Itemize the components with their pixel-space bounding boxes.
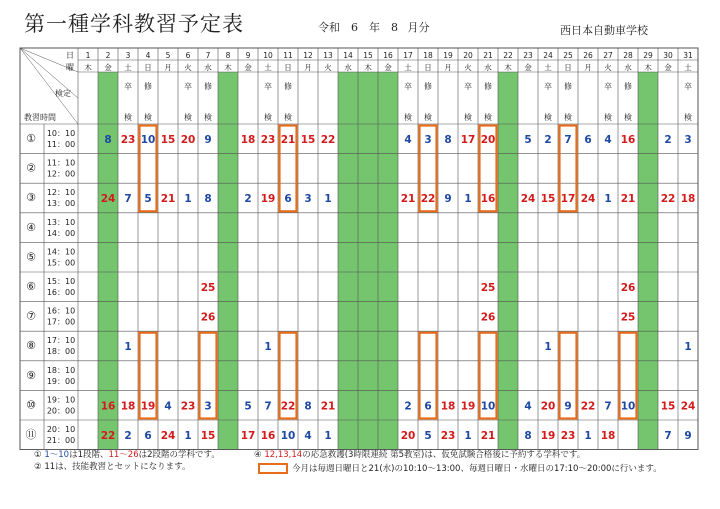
kentei-sotsu: 卒: [684, 82, 692, 91]
lesson-number: 25: [200, 282, 216, 294]
lesson-number: 16: [100, 400, 116, 413]
day-number: 29: [643, 51, 653, 60]
weekday: 木: [364, 63, 372, 72]
lesson-number: 25: [480, 282, 496, 294]
lesson-number: 21: [480, 430, 496, 442]
period-start: 15：10: [46, 277, 76, 286]
lesson-number: 9: [444, 193, 452, 206]
lesson-number: 20: [540, 400, 556, 413]
note-1: [34, 450, 220, 461]
label-kentei: 検定: [55, 89, 71, 98]
lesson-number: 3: [204, 400, 212, 413]
label-period-col: 教習時間: [24, 113, 56, 122]
period-number: ②: [26, 161, 36, 175]
weekday: 月: [444, 63, 452, 72]
lesson-number: 21: [320, 400, 336, 413]
period-start: 18：10: [46, 365, 76, 375]
lesson-number: 1: [184, 430, 192, 442]
lesson-number: 1: [464, 430, 472, 442]
day-number: 14: [343, 51, 353, 60]
day-number: 26: [583, 51, 593, 60]
green-column: [498, 72, 518, 450]
lesson-number: 7: [264, 400, 272, 413]
weekday: 木: [224, 63, 232, 72]
period-start: 16：10: [46, 306, 76, 316]
period-start: 19：10: [46, 395, 76, 405]
lesson-number: 24: [520, 193, 536, 206]
period-end: 14：00: [46, 228, 76, 238]
note-2: [34, 462, 190, 473]
lesson-number: 15: [160, 134, 176, 146]
lesson-number: 19: [460, 400, 476, 413]
lesson-number: 17: [560, 193, 576, 206]
lesson-number: 5: [424, 430, 432, 442]
lesson-number: 15: [540, 193, 556, 206]
day-number: 6: [185, 51, 191, 60]
note-2-text: 11は、技能教習とセットになります。: [44, 462, 191, 472]
lesson-number: 7: [564, 134, 572, 146]
lesson-number: 21: [280, 134, 296, 146]
weekday: 日: [284, 63, 292, 72]
weekday: 日: [424, 63, 432, 72]
weekday: 木: [644, 63, 652, 72]
kentei-ken: 検: [124, 113, 132, 122]
day-number: 5: [165, 51, 171, 60]
kentei-ken: 検: [464, 113, 472, 122]
lesson-number: 22: [580, 400, 596, 413]
day-number: 12: [303, 51, 313, 60]
lesson-number: 15: [200, 430, 216, 442]
note-1-mark: ①: [34, 450, 42, 460]
lesson-number: 20: [480, 134, 496, 146]
lesson-number: 25: [620, 311, 636, 324]
weekday: 金: [244, 63, 252, 72]
note-1-text-2: は2段階の学科です。: [138, 450, 220, 460]
green-column: [98, 72, 118, 450]
lesson-number: 18: [680, 193, 696, 206]
kentei-ken: 検: [484, 113, 492, 122]
lesson-number: 22: [420, 193, 436, 206]
legend-text: 今月は毎週日曜日と21(水)の10:10～13:00、毎週日曜日・水曜日の17:10～20:00に行います。: [292, 464, 662, 474]
lesson-number: 1: [464, 193, 472, 206]
note-2-mark: ②: [34, 462, 42, 472]
lesson-number: 5: [244, 400, 252, 413]
green-column: [358, 72, 378, 450]
lesson-number: 10: [280, 430, 296, 442]
lesson-number: 19: [260, 193, 276, 206]
note-4-range: 12,13,14: [264, 450, 303, 460]
day-number: 23: [523, 51, 533, 60]
lesson-number: 19: [540, 430, 556, 442]
period-number: ④: [26, 220, 36, 234]
period-number: ⑦: [26, 309, 36, 323]
lesson-number: 3: [304, 193, 312, 206]
green-column: [218, 72, 238, 450]
day-number: 18: [423, 51, 433, 60]
kentei-ken: 検: [204, 113, 212, 122]
kentei-ken: 検: [424, 113, 432, 122]
period-end: 15：00: [46, 258, 76, 268]
weekday: 土: [544, 63, 552, 72]
note-1-range-2: 11～26: [108, 450, 139, 460]
day-number: 2: [105, 51, 111, 60]
lesson-number: 4: [164, 400, 172, 413]
lesson-number: 26: [200, 311, 216, 324]
lesson-number: 22: [320, 134, 336, 146]
kentei-ken: 検: [184, 113, 192, 122]
lesson-number: 1: [324, 193, 332, 206]
period-number: ⑧: [26, 339, 36, 353]
kentei-sotsu: 卒: [404, 82, 412, 91]
lesson-number: 23: [120, 134, 136, 146]
day-number: 28: [623, 51, 633, 60]
lesson-number: 1: [544, 341, 552, 354]
period-end: 18：00: [46, 347, 76, 357]
lesson-number: 5: [144, 193, 152, 206]
kentei-ken: 検: [564, 113, 572, 122]
lesson-number: 1: [604, 193, 612, 206]
lesson-number: 1: [264, 341, 272, 354]
weekday: 月: [304, 63, 312, 72]
weekday: 火: [464, 63, 472, 72]
kentei-ken: 検: [264, 113, 272, 122]
day-number: 22: [503, 51, 513, 60]
lesson-number: 7: [604, 400, 612, 413]
kentei-shu: 修: [564, 82, 572, 91]
period-number: ⑩: [26, 398, 36, 412]
period-end: 13：00: [46, 199, 76, 209]
note-1-range-1: 1～10: [44, 450, 70, 460]
kentei-sotsu: 卒: [184, 82, 192, 91]
lesson-number: 9: [684, 430, 692, 442]
weekday: 火: [604, 63, 612, 72]
day-number: 20: [463, 51, 473, 60]
kentei-sotsu: 卒: [124, 82, 132, 91]
lesson-number: 1: [584, 430, 592, 442]
lesson-number: 20: [180, 134, 196, 146]
kentei-ken: 検: [624, 113, 632, 122]
lesson-number: 21: [400, 193, 416, 206]
period-end: 16：00: [46, 288, 76, 297]
day-number: 27: [603, 51, 613, 60]
lesson-number: 24: [580, 193, 596, 206]
lesson-number: 7: [124, 193, 132, 206]
lesson-number: 18: [240, 134, 256, 146]
period-start: 11：10: [46, 158, 76, 168]
day-number: 9: [245, 51, 251, 60]
lesson-number: 3: [684, 134, 692, 146]
legend: [258, 463, 662, 475]
lesson-number: 6: [424, 400, 432, 413]
lesson-number: 23: [560, 430, 576, 442]
period-start: 10：10: [46, 129, 76, 138]
weekday: 土: [684, 63, 692, 72]
lesson-number: 8: [304, 400, 312, 413]
lesson-number: 18: [120, 400, 136, 413]
day-number: 10: [263, 51, 273, 60]
lesson-number: 2: [124, 430, 132, 442]
green-column: [638, 72, 658, 450]
lesson-number: 15: [660, 400, 676, 413]
lesson-number: 2: [544, 134, 552, 146]
lesson-number: 3: [424, 134, 432, 146]
kentei-sotsu: 卒: [464, 82, 472, 91]
label-weekday: 曜: [66, 63, 74, 72]
lesson-number: 24: [160, 430, 176, 442]
lesson-number: 22: [660, 193, 676, 206]
day-number: 17: [403, 51, 413, 60]
period-number: ⑪: [25, 428, 37, 441]
period-number: ⑤: [26, 250, 36, 264]
lesson-number: 10: [140, 134, 156, 146]
kentei-sotsu: 卒: [544, 82, 552, 91]
lesson-number: 6: [284, 193, 292, 206]
lesson-number: 2: [664, 134, 672, 146]
period-start: 14：10: [46, 247, 76, 257]
lesson-number: 2: [244, 193, 252, 206]
kentei-ken: 検: [684, 113, 692, 122]
lesson-number: 24: [100, 193, 116, 206]
lesson-number: 26: [480, 311, 496, 324]
weekday: 月: [584, 63, 592, 72]
lesson-number: 7: [664, 430, 672, 442]
lesson-number: 10: [620, 400, 636, 413]
lesson-number: 1: [684, 341, 692, 354]
weekday: 水: [344, 63, 352, 72]
kentei-shu: 修: [204, 82, 212, 91]
lesson-number: 1: [124, 341, 132, 354]
lesson-number: 16: [620, 134, 636, 146]
lesson-number: 4: [604, 134, 612, 146]
lesson-number: 23: [180, 400, 196, 413]
page-title: 第一種学科教習予定表: [24, 12, 244, 36]
kentei-ken: 検: [144, 113, 152, 122]
weekday: 金: [104, 63, 112, 72]
lesson-number: 22: [280, 400, 296, 413]
lesson-number: 6: [144, 430, 152, 442]
lesson-number: 4: [304, 430, 312, 442]
lesson-number: 6: [584, 134, 592, 146]
lesson-number: 16: [480, 193, 496, 206]
lesson-number: 8: [204, 193, 212, 206]
lesson-number: 8: [444, 134, 452, 146]
day-number: 8: [225, 51, 231, 60]
note-4: [254, 450, 585, 461]
weekday: 土: [264, 63, 272, 72]
kentei-shu: 修: [624, 82, 632, 91]
day-number: 25: [563, 51, 573, 60]
lesson-number: 5: [524, 134, 532, 146]
weekday: 木: [504, 63, 512, 72]
school-name: 西日本自動車学校: [560, 24, 648, 37]
lesson-number: 23: [440, 430, 456, 442]
period-end: 17：00: [46, 317, 76, 327]
weekday: 水: [204, 63, 212, 72]
month-label: 令和 6 年 8 月分: [318, 21, 430, 34]
day-number: 3: [125, 51, 131, 60]
period-number: ③: [26, 191, 36, 205]
lesson-number: 8: [104, 134, 112, 146]
day-number: 1: [85, 51, 91, 60]
lesson-number: 24: [680, 400, 696, 413]
lesson-number: 16: [260, 430, 276, 442]
kentei-shu: 修: [284, 82, 292, 91]
period-start: 12：10: [46, 188, 76, 198]
day-number: 30: [663, 51, 673, 60]
day-number: 13: [323, 51, 333, 60]
kentei-shu: 修: [484, 82, 492, 91]
day-number: 16: [383, 51, 393, 60]
note-4-text: の応急救護(3時限連続 第5教室)は、仮免試験合格後に予約する学科です。: [302, 450, 586, 460]
kentei-ken: 検: [604, 113, 612, 122]
lesson-number: 22: [100, 430, 116, 442]
weekday: 金: [664, 63, 672, 72]
day-number: 19: [443, 51, 453, 60]
weekday: 水: [624, 63, 632, 72]
lesson-number: 19: [140, 400, 156, 413]
kentei-ken: 検: [544, 113, 552, 122]
period-start: 17：10: [46, 336, 76, 346]
note-1-text-1: は1段階、: [69, 450, 109, 460]
weekday: 日: [144, 63, 152, 72]
kentei-shu: 修: [144, 82, 152, 91]
weekday: 金: [384, 63, 392, 72]
lesson-number: 17: [240, 430, 256, 442]
period-end: 19：00: [46, 376, 76, 386]
weekday: 月: [164, 63, 172, 72]
lesson-number: 4: [404, 134, 412, 146]
period-number: ⑥: [26, 280, 36, 293]
green-column: [378, 72, 398, 450]
day-number: 11: [283, 51, 293, 60]
kentei-ken: 検: [404, 113, 412, 122]
lesson-number: 17: [460, 134, 476, 146]
kentei-shu: 修: [424, 82, 432, 91]
lesson-number: 26: [620, 282, 636, 294]
period-number: ①: [26, 132, 36, 145]
lesson-number: 21: [160, 193, 176, 206]
period-end: 20：00: [46, 406, 76, 416]
kentei-ken: 検: [284, 113, 292, 122]
day-number: 4: [145, 51, 151, 60]
lesson-number: 15: [300, 134, 316, 146]
weekday: 火: [324, 63, 332, 72]
period-start: 20：10: [46, 425, 76, 434]
lesson-number: 1: [324, 430, 332, 442]
lesson-number: 9: [564, 400, 572, 413]
day-number: 21: [483, 51, 493, 60]
weekday: 金: [524, 63, 532, 72]
day-number: 31: [683, 51, 693, 60]
label-day: 日: [66, 51, 74, 60]
day-number: 24: [543, 51, 553, 60]
green-column: [338, 72, 358, 450]
weekday: 日: [564, 63, 572, 72]
period-number: ⑨: [26, 368, 36, 382]
lesson-number: 18: [440, 400, 456, 413]
note-4-mark: ④: [254, 450, 262, 460]
day-number: 7: [205, 51, 211, 60]
kentei-sotsu: 卒: [264, 82, 272, 91]
weekday: 土: [404, 63, 412, 72]
legend-box-icon: [258, 463, 288, 474]
weekday: 土: [124, 63, 132, 72]
lesson-number: 2: [404, 400, 412, 413]
lesson-number: 1: [184, 193, 192, 206]
kentei-sotsu: 卒: [604, 82, 612, 91]
period-end: 11：00: [46, 140, 76, 149]
period-end: 12：00: [46, 169, 76, 179]
period-end: 21：00: [46, 436, 76, 445]
lesson-number: 23: [260, 134, 276, 146]
lesson-number: 10: [480, 400, 496, 413]
period-start: 13：10: [46, 217, 76, 227]
day-number: 15: [363, 51, 373, 60]
weekday: 木: [84, 63, 92, 72]
lesson-number: 4: [524, 400, 532, 413]
lesson-number: 9: [204, 134, 212, 146]
lesson-number: 20: [400, 430, 416, 442]
lesson-number: 8: [524, 430, 532, 442]
lesson-number: 21: [620, 193, 636, 206]
weekday: 水: [484, 63, 492, 72]
weekday: 火: [184, 63, 192, 72]
lesson-number: 18: [600, 430, 616, 442]
